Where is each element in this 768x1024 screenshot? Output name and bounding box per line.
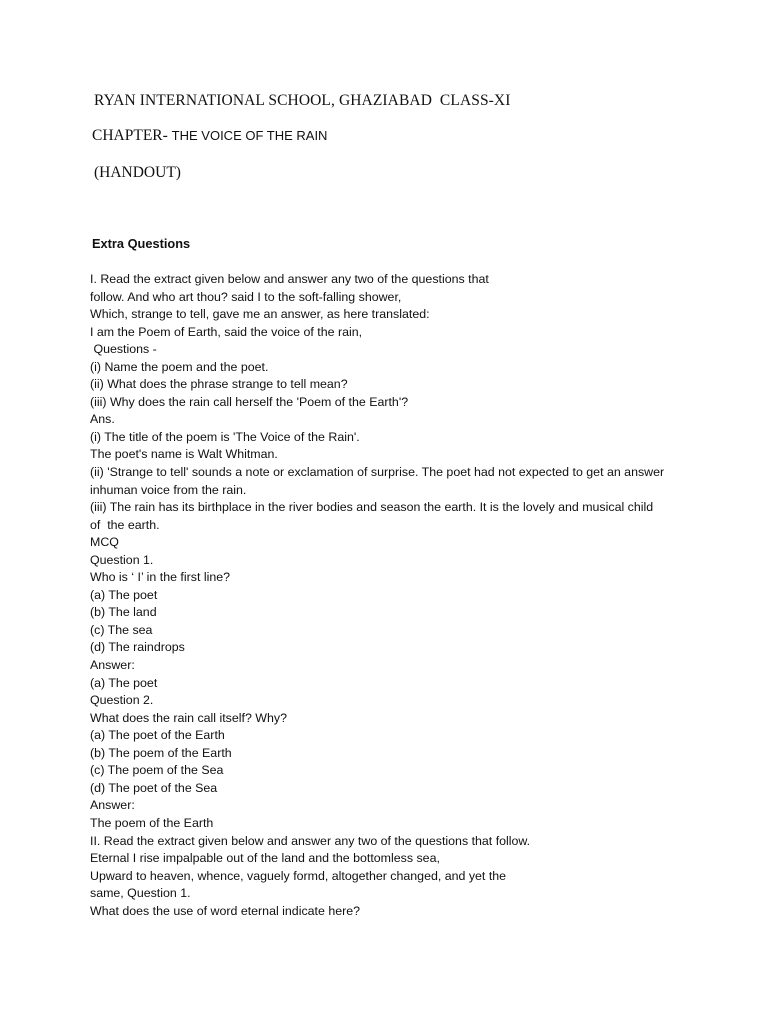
text-line: (d) The raindrops — [90, 640, 185, 655]
text-line: Eternal I rise impalpable out of the land and the bottomless sea, — [90, 851, 440, 866]
text-line: (c) The sea — [90, 622, 153, 637]
text-line: What does the rain call itself? Why? — [90, 710, 287, 725]
text-line: (ii) 'Strange to tell' sounds a note or exclamation of surprise. The poet had not expected to get an answer — [90, 465, 665, 480]
text-line: inhuman voice from the rain. — [90, 482, 247, 497]
text-line: Who is ‘ I’ in the first line? — [90, 570, 231, 585]
text-line: (ii) What does the phrase strange to tell mean? — [90, 377, 348, 392]
text-line: Answer: — [90, 798, 135, 813]
text-line: (c) The poem of the Sea — [90, 763, 224, 778]
text-line: I am the Poem of Earth, said the voice of the rain, — [90, 324, 363, 339]
text-line: (i) Name the poem and the poet. — [90, 359, 269, 374]
text-line: (b) The land — [90, 605, 157, 620]
school-title: RYAN INTERNATIONAL SCHOOL, GHAZIABAD CLASS-XI — [94, 92, 511, 109]
text-line: same, Question 1. — [90, 886, 191, 901]
text-line: The poem of the Earth — [90, 815, 214, 830]
text-line: Answer: — [90, 658, 135, 673]
text-line: (a) The poet — [90, 587, 158, 602]
chapter-prefix: CHAPTER- — [92, 127, 168, 144]
text-line: (iii) Why does the rain call herself the 'Poem of the Earth'? — [90, 394, 409, 409]
text-line: (b) The poem of the Earth — [90, 745, 232, 760]
text-line: follow. And who art thou? said I to the soft-falling shower, — [90, 289, 402, 304]
text-line: MCQ — [90, 535, 119, 550]
text-line: Question 2. — [90, 693, 154, 708]
section-heading: Extra Questions — [92, 236, 191, 251]
text-line: Which, strange to tell, gave me an answer, as here translated: — [90, 307, 430, 322]
text-line: II. Read the extract given below and answer any two of the questions that follow. — [90, 833, 531, 848]
text-line: (iii) The rain has its birthplace in the river bodies and season the earth. It is the lovely and musical child — [90, 500, 654, 515]
handout-label: (HANDOUT) — [94, 164, 181, 181]
text-line: (a) The poet of the Earth — [90, 728, 225, 743]
text-line: Ans. — [90, 412, 115, 427]
text-line: Question 1. — [90, 552, 154, 567]
text-line: (d) The poet of the Sea — [90, 780, 218, 795]
text-line: (i) The title of the poem is 'The Voice of the Rain'. — [90, 429, 360, 444]
text-line: The poet's name is Walt Whitman. — [90, 447, 278, 462]
text-line: (a) The poet — [90, 675, 158, 690]
text-line: of the earth. — [90, 517, 160, 532]
chapter-name: THE VOICE OF THE RAIN — [171, 128, 328, 143]
text-line: I. Read the extract given below and answer any two of the questions that — [90, 272, 489, 286]
text-line: Questions - — [90, 342, 157, 357]
chapter-heading — [92, 127, 327, 145]
document-body — [90, 271, 730, 920]
text-line: Upward to heaven, whence, vaguely formd, altogether changed, and yet the — [90, 868, 507, 883]
text-line: What does the use of word eternal indicate here? — [90, 903, 361, 918]
